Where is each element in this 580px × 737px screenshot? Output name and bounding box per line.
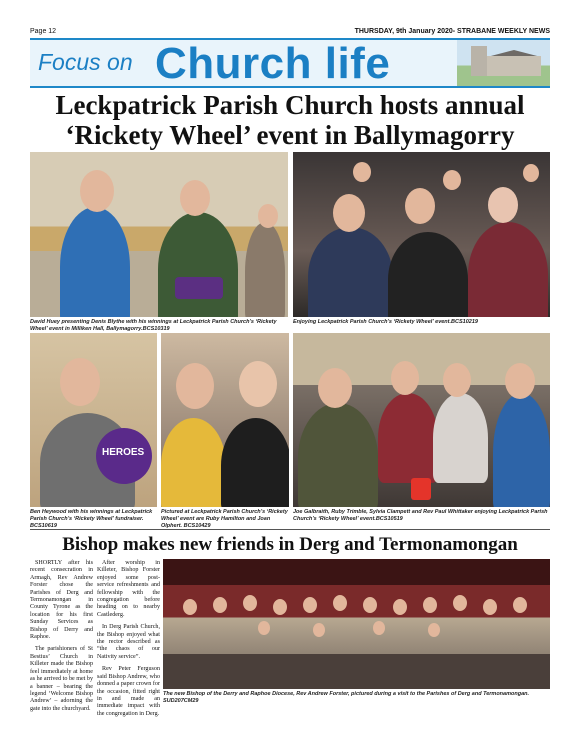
caption-photo-2: Enjoying Leckpatrick Parish Church’s ‘Rickety Wheel’ event.BCS10219 [293, 319, 478, 325]
page-header [30, 28, 550, 38]
photo-bishop-congregation [163, 559, 550, 689]
section-banner [30, 38, 550, 88]
photo-crowd-enjoying [293, 152, 550, 317]
article-paragraph: Rev Peter Ferguson said Bishop Andrew, who donned a paper crown for the occasion, fitted right in and made an immediate impact with the congregation in Derg. [97, 666, 160, 717]
church-illustration [457, 40, 550, 86]
photo-hamilton-olphert [161, 333, 289, 507]
bishop-subheadline: Bishop makes new friends in Derg and Termonamongan [62, 534, 518, 555]
photo-ben-heywood [30, 333, 157, 507]
caption-photo-5: Joe Galbraith, Ruby Trimble, Sylvia Clampett and Rev Paul Whittaker enjoying Leckpatrick Parish Church’s ‘Rickety Wheel’ event.BCS10519 [293, 509, 548, 522]
article-column-1 [30, 560, 93, 718]
banner-title: Church life [155, 39, 391, 88]
caption-photo-3: Ben Heywood with his winnings at Leckpatrick Parish Church’s ‘Rickety Wheel’ fundraiser. BCS10619 [30, 509, 153, 529]
main-headline [30, 90, 550, 150]
article-paragraph: In Derg Parish Church, the Bishop enjoyed what the rector described as “the chaos of our Nativity service”. [97, 624, 160, 660]
heroes-tin-label: HEROES [102, 447, 145, 458]
article-paragraph: The parishioners of St Bestius’ Church in Killeter made the Bishop feel immediately at home as he arrived to be met by a banner – bearing the legend ‘Welcome Bishop Andrew’ – adorning the gate into the churchyard. [30, 646, 93, 712]
date-line: THURSDAY, 9th January 2020- STRABANE WEEKLY NEWS [354, 28, 550, 35]
page-number: Page 12 [30, 28, 57, 35]
article-column-2 [97, 560, 160, 723]
caption-photo-1: David Huey presenting Denis Blythe with his winnings at Leckpatrick Parish Church’s ‘Rickety Wheel’ event in Milliken Hall, Ballymagorry.BCS10319 [30, 319, 277, 332]
headline-line-1: Leckpatrick Parish Church hosts annual [55, 90, 525, 120]
headline-line-2: ‘Rickety Wheel’ event in Ballymagorry [65, 120, 515, 150]
banner-small-text: Focus on [38, 49, 133, 75]
section-divider [30, 529, 550, 530]
caption-photo-4: Pictured at Leckpatrick Parish Church’s ‘Rickety Wheel’ event are Ruby Hamilton and Joan Olphert. BCS10429 [161, 509, 288, 529]
photo-huey-blythe [30, 152, 288, 317]
photo-galbraith-group [293, 333, 550, 507]
caption-photo-6: The new Bishop of the Derry and Raphoe Diocese, Rev Andrew Forster, pictured during a visit to the Parishes of Derg and Termonamongan. SUD207CM29 [163, 691, 530, 704]
article-paragraph: After worship in Killeter, Bishop Forster enjoyed some post-service refreshments and fellowship with the congregation before heading on to nearby Castlederg. [97, 560, 160, 618]
article-paragraph: SHORTLY after his recent consecration in Armagh, Rev Andrew Forster chose the Parishes of Derg and Termonamongan in County Tyrone as the location for his first Sunday Services as Bishop of Derry and Raphoe. [30, 560, 93, 641]
